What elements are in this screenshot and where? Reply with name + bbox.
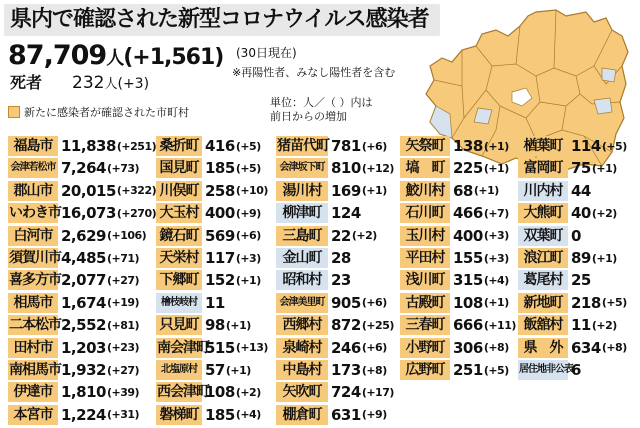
municipality-row	[8, 180, 156, 202]
daily-increase: (+11)	[483, 318, 516, 332]
daily-increase: (+5)	[483, 363, 509, 377]
municipality-name: 桑折町	[156, 136, 202, 156]
municipality-row	[276, 135, 387, 157]
municipality-name: 郡山市	[8, 181, 58, 201]
municipality-row	[518, 247, 617, 269]
daily-increase: (+2)	[351, 229, 377, 243]
municipality-row	[400, 157, 509, 179]
municipality-table	[0, 132, 640, 428]
municipality-row	[8, 269, 139, 291]
municipality-row	[518, 202, 617, 224]
daily-increase: (+322)	[116, 184, 157, 198]
case-count: 124	[331, 204, 361, 223]
municipality-row	[276, 157, 394, 179]
municipality-row	[276, 180, 387, 202]
unit-note: 単位：人／（ ）内は 前日からの増加	[270, 96, 373, 123]
case-count: 117	[205, 249, 235, 267]
municipality-name: 塙 町	[400, 158, 450, 178]
municipality-name: 田村市	[8, 338, 58, 358]
daily-increase: (+1)	[483, 139, 509, 153]
legend-swatch	[8, 106, 20, 118]
daily-increase: (+23)	[106, 341, 140, 355]
municipality-name: 天栄村	[156, 248, 202, 268]
municipality-name: 南会津町	[157, 339, 209, 356]
daily-increase: (+1)	[225, 318, 251, 332]
municipality-name: 中島村	[276, 360, 328, 380]
case-count: 7,264	[61, 159, 106, 178]
daily-increase: (+2)	[591, 206, 617, 220]
case-count: 306	[453, 338, 483, 357]
daily-increase: (+6)	[361, 296, 387, 310]
municipality-name: 伊達市	[8, 382, 58, 402]
case-count: 6	[571, 361, 581, 379]
municipality-name: 三春町	[400, 315, 450, 335]
municipality-row	[156, 381, 261, 403]
municipality-row	[8, 314, 139, 336]
daily-increase: (+8)	[601, 341, 627, 355]
municipality-row	[276, 269, 351, 291]
municipality-name: 双葉町	[518, 226, 568, 246]
case-count: 872	[331, 316, 361, 335]
municipality-name: 会津坂下町	[276, 158, 328, 178]
municipality-name: 平田村	[400, 248, 450, 268]
case-count: 724	[331, 383, 361, 402]
municipality-name: 須賀川市	[9, 250, 61, 266]
inclusion-note: ※再陽性者、みなし陽性者を含む	[232, 66, 396, 79]
municipality-name: 広野町	[400, 360, 450, 380]
municipality-name: 湯川村	[276, 181, 328, 201]
municipality-row	[276, 359, 387, 381]
case-count: 2,629	[61, 226, 106, 245]
case-count: 138	[453, 137, 483, 155]
municipality-row	[400, 247, 509, 269]
municipality-row	[518, 359, 581, 381]
total-cases: 87,709人(+1,561)	[8, 40, 224, 71]
daily-increase: (+2)	[235, 385, 261, 399]
daily-increase: (+6)	[361, 139, 387, 153]
municipality-row	[276, 337, 387, 359]
municipality-row	[156, 404, 261, 426]
municipality-row	[400, 202, 509, 224]
daily-increase: (+71)	[106, 251, 140, 265]
municipality-row	[276, 225, 377, 247]
municipality-row	[400, 337, 509, 359]
case-count: 108	[205, 383, 235, 402]
case-count: 57	[205, 361, 225, 379]
municipality-name: 浪江町	[518, 248, 568, 268]
municipality-row	[156, 157, 261, 179]
municipality-name: 矢祭町	[400, 136, 450, 156]
municipality-name: 会津美里町	[276, 293, 328, 313]
daily-increase: (+5)	[235, 161, 261, 175]
case-count: 25	[571, 271, 591, 290]
municipality-row	[400, 292, 509, 314]
municipality-row	[8, 359, 139, 381]
municipality-name: 只見町	[156, 315, 202, 335]
municipality-row	[8, 202, 156, 224]
daily-increase: (+39)	[106, 385, 140, 399]
daily-increase: (+81)	[106, 318, 140, 332]
case-count: 1,932	[61, 361, 106, 379]
municipality-name: 国見町	[156, 158, 202, 178]
municipality-row	[276, 247, 351, 269]
case-count: 781	[331, 137, 361, 155]
case-count: 89	[571, 249, 591, 267]
municipality-row	[156, 359, 251, 381]
municipality-name: 下郷町	[156, 270, 202, 290]
case-count: 258	[205, 181, 235, 200]
municipality-row	[8, 337, 139, 359]
case-count: 185	[205, 159, 235, 178]
daily-increase: (+106)	[106, 229, 147, 243]
daily-increase: (+3)	[483, 251, 509, 265]
municipality-row	[276, 292, 387, 314]
case-count: 251	[453, 361, 483, 379]
case-count: 218	[571, 293, 601, 312]
case-count: 173	[331, 361, 361, 379]
municipality-row	[400, 269, 509, 291]
case-count: 1,810	[61, 383, 106, 402]
municipality-name: 矢吹町	[276, 382, 328, 402]
municipality-name: 喜多方市	[9, 272, 61, 289]
daily-increase: (+6)	[235, 229, 261, 243]
case-count: 23	[331, 271, 351, 290]
daily-increase: (+1)	[361, 184, 387, 198]
municipality-row	[8, 404, 139, 426]
case-count: 1,224	[61, 405, 106, 424]
municipality-name: 鮫川村	[400, 181, 450, 201]
case-count: 905	[331, 293, 361, 312]
municipality-name: 棚倉町	[276, 405, 328, 425]
daily-increase: (+4)	[483, 273, 509, 287]
municipality-name: 柳津町	[276, 203, 328, 223]
municipality-name: 西郷村	[276, 315, 328, 335]
daily-increase: (+7)	[483, 206, 509, 220]
municipality-row	[8, 135, 156, 157]
municipality-row	[400, 135, 509, 157]
daily-increase: (+1)	[483, 296, 509, 310]
municipality-name: 鏡石町	[156, 226, 202, 246]
municipality-name: 南相馬市	[9, 362, 61, 378]
case-count: 11	[205, 293, 225, 312]
case-count: 185	[205, 405, 235, 424]
daily-increase: (+27)	[106, 273, 140, 287]
daily-increase: (+10)	[235, 184, 268, 198]
daily-increase: (+27)	[106, 363, 140, 377]
case-count: 631	[331, 405, 361, 424]
case-count: 44	[571, 181, 591, 200]
municipality-row	[400, 180, 499, 202]
case-count: 169	[331, 181, 361, 200]
municipality-row	[156, 247, 261, 269]
municipality-row	[518, 269, 591, 291]
municipality-row	[156, 269, 261, 291]
case-count: 16,073	[61, 204, 116, 223]
case-count: 4,485	[61, 249, 106, 267]
daily-increase: (+251)	[116, 139, 157, 153]
municipality-name: 猪苗代町	[277, 138, 329, 154]
case-count: 68	[453, 181, 473, 200]
daily-increase: (+1)	[225, 363, 251, 377]
daily-increase: (+1)	[235, 273, 261, 287]
municipality-name: 福島市	[8, 136, 58, 156]
case-count: 108	[453, 293, 483, 312]
municipality-name: 古殿町	[400, 293, 450, 313]
municipality-row	[276, 202, 361, 224]
municipality-row	[400, 314, 516, 336]
municipality-row	[8, 381, 139, 403]
municipality-name: 石川町	[400, 203, 450, 223]
case-count: 400	[453, 226, 483, 245]
municipality-row	[518, 180, 591, 202]
municipality-name: 葛尾村	[518, 270, 568, 290]
deaths: 死者 232人(+3)	[10, 73, 150, 93]
case-count: 75	[571, 159, 591, 178]
municipality-name: 川内村	[518, 181, 568, 201]
municipality-row	[156, 225, 261, 247]
daily-increase: (+3)	[483, 229, 509, 243]
municipality-name: 相馬市	[8, 293, 58, 313]
case-count: 2,552	[61, 316, 106, 335]
as-of-date: (30日現在)	[236, 46, 297, 60]
municipality-name: 西会津町	[157, 384, 209, 401]
case-count: 152	[205, 271, 235, 290]
municipality-row	[156, 202, 261, 224]
daily-increase: (+8)	[361, 363, 387, 377]
daily-increase: (+270)	[116, 206, 157, 220]
municipality-row	[8, 247, 139, 269]
daily-increase: (+1)	[483, 161, 509, 175]
municipality-name: 富岡町	[518, 158, 568, 178]
legend-text: 新たに感染者が確認された市町村	[24, 106, 189, 119]
case-count: 246	[331, 338, 361, 357]
case-count: 11	[571, 316, 591, 335]
daily-increase: (+1)	[473, 184, 499, 198]
case-count: 98	[205, 316, 225, 335]
municipality-row	[156, 135, 261, 157]
daily-increase: (+73)	[106, 161, 140, 175]
municipality-name: 県 外	[518, 338, 568, 358]
case-count: 1,674	[61, 293, 106, 312]
municipality-name: 小野町	[400, 338, 450, 358]
case-count: 0	[571, 226, 581, 245]
case-count: 225	[453, 159, 483, 178]
municipality-row	[8, 225, 146, 247]
daily-increase: (+9)	[235, 206, 261, 220]
case-count: 114	[571, 137, 601, 155]
daily-increase: (+1)	[591, 161, 617, 175]
daily-increase: (+4)	[235, 408, 261, 422]
municipality-name: 川俣町	[156, 181, 202, 201]
case-count: 515	[205, 338, 235, 357]
municipality-name: 本宮市	[8, 405, 58, 425]
daily-increase: (+25)	[361, 318, 394, 332]
municipality-name: 磐梯町	[156, 405, 202, 425]
municipality-row	[518, 314, 617, 336]
municipality-name: 居住地非公表	[518, 360, 568, 380]
municipality-name: 大玉村	[156, 203, 202, 223]
daily-increase: (+8)	[483, 341, 509, 355]
municipality-name: 泉崎村	[276, 338, 328, 358]
headline: 県内で確認された新型コロナウイルス感染者	[4, 4, 440, 36]
case-count: 11,838	[61, 137, 116, 155]
case-count: 634	[571, 338, 601, 357]
municipality-name: 玉川村	[400, 226, 450, 246]
daily-increase: (+9)	[361, 408, 387, 422]
case-count: 315	[453, 271, 483, 290]
municipality-row	[518, 292, 627, 314]
case-count: 569	[205, 226, 235, 245]
case-count: 28	[331, 249, 351, 267]
case-count: 466	[453, 204, 483, 223]
municipality-row	[518, 157, 617, 179]
daily-increase: (+2)	[591, 318, 617, 332]
municipality-row	[156, 292, 225, 314]
municipality-row	[276, 404, 387, 426]
case-count: 155	[453, 249, 483, 267]
municipality-name: 浅川町	[400, 270, 450, 290]
daily-increase: (+1)	[591, 251, 617, 265]
case-count: 810	[331, 159, 361, 178]
municipality-name: 二本松市	[9, 317, 61, 334]
municipality-row	[518, 337, 627, 359]
case-count: 22	[331, 226, 351, 245]
daily-increase: (+13)	[235, 341, 268, 355]
daily-increase: (+31)	[106, 408, 140, 422]
municipality-name: 金山町	[276, 248, 328, 268]
municipality-row	[156, 337, 268, 359]
daily-increase: (+19)	[106, 296, 140, 310]
municipality-name: 大熊町	[518, 203, 568, 223]
municipality-name: 飯舘村	[518, 315, 568, 335]
municipality-name: 新地町	[518, 293, 568, 313]
daily-increase: (+5)	[235, 139, 261, 153]
municipality-row	[518, 225, 581, 247]
municipality-name: 三島町	[276, 226, 328, 246]
municipality-name: 楢葉町	[518, 136, 568, 156]
case-count: 2,077	[61, 271, 106, 290]
case-count: 666	[453, 316, 483, 335]
municipality-row	[518, 135, 627, 157]
municipality-row	[400, 359, 509, 381]
case-count: 40	[571, 204, 591, 223]
municipality-row	[276, 381, 394, 403]
case-count: 400	[205, 204, 235, 223]
daily-increase: (+3)	[235, 251, 261, 265]
blue-municipality-northeast	[602, 68, 616, 82]
daily-increase: (+5)	[601, 296, 627, 310]
municipality-name: 檜枝岐村	[156, 293, 202, 313]
municipality-row	[8, 157, 139, 179]
municipality-name: 北塩原村	[156, 360, 202, 380]
municipality-row	[156, 180, 268, 202]
municipality-name: 昭和村	[276, 270, 328, 290]
case-count: 416	[205, 137, 235, 155]
municipality-row	[276, 314, 394, 336]
municipality-row	[400, 225, 509, 247]
municipality-name: 白河市	[8, 226, 58, 246]
daily-increase: (+5)	[601, 139, 627, 153]
municipality-row	[8, 292, 139, 314]
daily-increase: (+12)	[361, 161, 394, 175]
legend	[8, 104, 189, 120]
municipality-name: いわき市	[9, 205, 61, 222]
daily-increase: (+17)	[361, 385, 394, 399]
daily-increase: (+6)	[361, 341, 387, 355]
case-count: 1,203	[61, 338, 106, 357]
municipality-name: 会津若松市	[8, 158, 58, 178]
case-count: 20,015	[61, 181, 116, 200]
municipality-row	[156, 314, 251, 336]
